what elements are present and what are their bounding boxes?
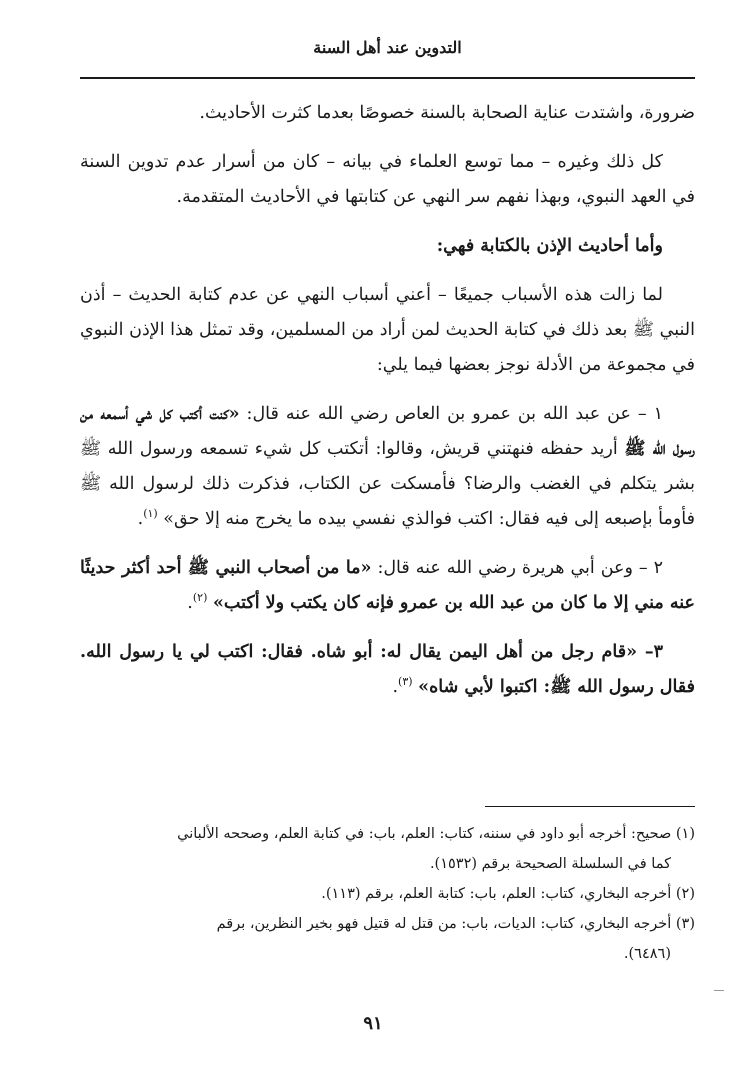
hadith-3-bold: ٣– «قام رجل من أهل اليمن يقال له: أبو شاه. فقال: اكتب لي يا رسول الله. فقال رسول الله ﷺ: اكتبوا لأبي شاه» bbox=[80, 642, 695, 697]
page-number: ٩١ bbox=[363, 1013, 383, 1034]
body-text bbox=[80, 96, 695, 719]
scan-edge-mark bbox=[714, 990, 724, 991]
footnote-3-continued: (٦٤٨٦). bbox=[623, 946, 671, 962]
hadith-1 bbox=[80, 397, 695, 537]
footnote-1-continued: كما في السلسلة الصحيحة برقم (١٥٣٢). bbox=[429, 856, 671, 872]
hadith-2-intro: ٢ – وعن أبي هريرة رضي الله عنه قال: bbox=[371, 558, 664, 578]
hadith-1-period: . bbox=[137, 509, 144, 529]
paragraph-1: ضرورة، واشتدت عناية الصحابة بالسنة خصوصًا بعدما كثرت الأحاديث. bbox=[199, 103, 695, 123]
footnote-2: (٢) أخرجه البخاري، كتاب: العلم، باب: كتابة العلم، برقم (١١٣). bbox=[321, 886, 695, 902]
footnote-ref-2: (٢) bbox=[192, 591, 208, 605]
paragraph-2: كل ذلك وغيره – مما توسع العلماء في بيانه – كان من أسرار عدم تدوين السنة في العهد النبوي، وبهذا نفهم سر النهي عن كتابتها في الأحاديث المتقدمة. bbox=[80, 152, 695, 207]
hadith-2-bold: «ما من أصحاب النبي ﷺ أحد أكثر حديثًا عنه مني إلا ما كان من عبد الله بن عمرو فإنه كان يكتب ولا أكتب» bbox=[80, 558, 695, 613]
footnote-1: (١) صحيح: أخرجه أبو داود في سننه، كتاب: العلم، باب: في كتابة العلم، وصححه الألباني bbox=[177, 826, 695, 842]
hadith-1-bold: «كنت أكتب كل شي أسمعه من رسول الله ﷺ bbox=[80, 404, 695, 459]
hadith-1-rest: أريد حفظه فنهتني قريش، وقالوا: أتكتب كل شيء تسمعه ورسول الله ﷺ بشر يتكلم في الغضب والرضا؟ فأمسكت عن الكتاب، فذكرت ذلك لرسول الله ﷺ فأومأ بإصبعه إلى فيه فقال: اكتب فوالذي نفسي بيده ما يخرج منه إلا حق» bbox=[80, 439, 695, 529]
footnote-3: (٣) أخرجه البخاري، كتاب: الديات، باب: من قتل له قتيل فهو بخير النظرين، برقم bbox=[216, 916, 695, 932]
hadith-2 bbox=[80, 551, 695, 621]
footnote-rule bbox=[485, 806, 695, 807]
hadith-1-intro: ١ – عن عبد الله بن عمرو بن العاص رضي الله عنه قال: bbox=[239, 404, 663, 424]
hadith-3 bbox=[80, 635, 695, 705]
running-header: التدوين عند أهل السنة bbox=[313, 38, 462, 57]
section-heading: وأما أحاديث الإذن بالكتابة فهي: bbox=[436, 236, 663, 256]
hadith-3-period: . bbox=[392, 677, 399, 697]
footnote-ref-1: (١) bbox=[143, 507, 158, 521]
header-rule bbox=[80, 77, 695, 79]
footnotes bbox=[80, 820, 695, 970]
paragraph-3: لما زالت هذه الأسباب جميعًا – أعني أسباب النهي عن عدم كتابة الحديث – أذن النبي ﷺ بعد ذلك في كتابة الحديث لمن أراد من المسلمين، وقد تمثل هذا الإذن النبوي في مجموعة من الأدلة نوجز بعضها فيما يلي: bbox=[80, 285, 695, 375]
footnote-ref-3: (٣) bbox=[398, 675, 413, 689]
hadith-2-period: . bbox=[187, 593, 193, 613]
